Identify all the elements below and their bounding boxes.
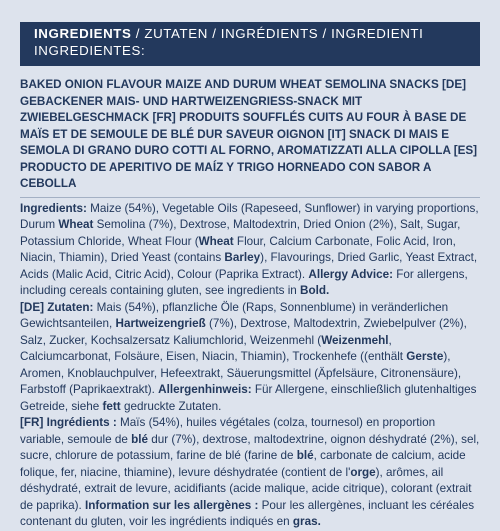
bold-ingredient-text: Bold.	[300, 284, 330, 297]
bold-ingredient-text: Weizenmehl	[321, 333, 389, 347]
ingredients-header	[20, 22, 480, 66]
ingredient-text: Maize (54%), Vegetable Oils (Rapeseed, Sunflower) in varying proportions, Durum	[20, 201, 479, 231]
bold-ingredient-text: fett	[102, 399, 121, 413]
ingredient-text: ), arômes, ail déshydraté, extrait de levure, acidifiants (acide malique, acide citrique), colorant (extrait de paprika).	[20, 465, 472, 512]
ingredient-text: For allergens, including cereals containing gluten, see ingredients in	[20, 267, 468, 297]
bold-ingredient-text: Allergenhinweis:	[158, 383, 252, 396]
bold-ingredient-text: Information sur les allergènes :	[84, 498, 259, 512]
bold-ingredient-text: orge	[350, 465, 376, 479]
bold-ingredient-text: [FR] Ingrédients :	[20, 416, 117, 429]
divider	[20, 197, 480, 198]
ingredient-text: dur (7%), dextrose, maltodextrine, oignon déshydraté (2%), sel, sucre, chlorure de potassium, farine de blé (farine de	[20, 432, 480, 462]
bold-ingredient-text: blé	[131, 432, 148, 446]
ingredient-text: Für Allergene, einschließlich glutenhaltiges Getreide, siehe	[20, 383, 477, 413]
bold-ingredient-text: Gerste	[406, 350, 444, 363]
header-title-translations: / ZUTATEN / INGRÉDIENTS / INGREDIENTI INGREDIENTES:	[34, 26, 424, 58]
ingredient-text: Pour les allergènes, incluant les céréales contenant du gluten, voir les ingrédients indiqués en	[20, 498, 475, 528]
bold-ingredient-text: Hartweizengrieß	[115, 317, 206, 330]
ingredients-paragraph-fr	[20, 415, 480, 531]
ingredient-text: , Calciumcarbonat, Folsäure, Eisen, Niacin, Thiamin), Trockenhefe ((enthält	[20, 333, 407, 363]
product-title: BAKED ONION FLAVOUR MAIZE AND DURUM WHEAT SEMOLINA SNACKS [DE] GEBACKENER MAIS- UND HARTWEIZENGRIESS-SNACK MIT ZWIEBELGESCHMACK [FR] PRODUITS SOUFFLÉS CUITS AU FOUR À BASE DE MAÏS ET DE SEMOULE DE BLÉ DUR SAVEUR OIGNON [IT] SNACK DI MAIS E SEMOLA DI GRANO DURO COTTI AL FORNO, AROMATIZZATI ALLA CIPOLLA [ES] PRODUCTO DE APERITIVO DE MAÍZ Y TRIGO HORNEADO CON SABOR A CEBOLLA	[20, 78, 478, 190]
bold-ingredient-text: gras.	[292, 515, 321, 528]
ingredient-text: Flour, Calcium Carbonate, Folic Acid, Iron, Niacin, Thiamin), Dried Yeast (contains	[20, 234, 456, 264]
ingredients-content	[20, 77, 480, 531]
ingredient-text: ), Flavourings, Dried Garlic, Yeast Extract, Acids (Malic Acid, Citric Acid), Colour (Paprika Extract).	[20, 251, 478, 281]
header-title-en: INGREDIENTS	[34, 26, 132, 41]
ingredient-text: gedruckte Zutaten.	[120, 399, 222, 413]
bold-ingredient-text: Ingredients:	[20, 201, 87, 215]
bold-ingredient-text: [DE] Zutaten:	[20, 300, 94, 314]
bold-ingredient-text: Allergy Advice:	[308, 267, 394, 281]
bold-ingredient-text: Wheat	[58, 218, 94, 231]
ingredient-text: Semolina (7%), Dextrose, Maltodextrin, Dried Onion (2%), Salt, Sugar, Potassium Chloride, Wheat Flour (	[20, 218, 461, 248]
ingredients-paragraph-de	[20, 300, 480, 416]
bold-ingredient-text: Barley	[224, 251, 261, 264]
ingredient-paragraphs	[20, 201, 480, 531]
ingredient-text: Mais (54%), pflanzliche Öle (Raps, Sonnenblume) in veränderlichen Gewichtsanteilen,	[20, 300, 449, 330]
ingredient-text: Maïs (54%), huiles végétales (colza, tournesol) en proportion variable, semoule de	[20, 416, 436, 446]
ingredient-text: ), Aromen, Knoblauchpulver, Hefeextrakt, Säuerungsmittel (Äpfelsäure, Citronensäure), Farbstoff (Paprikaextrakt).	[20, 350, 462, 396]
bold-ingredient-text: blé	[296, 449, 314, 462]
ingredient-text: , carbonate de calcium, acide folique, fer, niacine, thiamine), levure déshydratée (contient de l'	[20, 449, 466, 479]
ingredients-paragraph-en	[20, 201, 480, 300]
bold-ingredient-text: Wheat	[198, 234, 234, 248]
ingredient-text: (7%), Dextrose, Maltodextrin, Zwiebelpulver (2%), Salz, Zucker, Kochsalzersatz Kaliumchlorid, Weizenmehl (	[20, 317, 467, 347]
